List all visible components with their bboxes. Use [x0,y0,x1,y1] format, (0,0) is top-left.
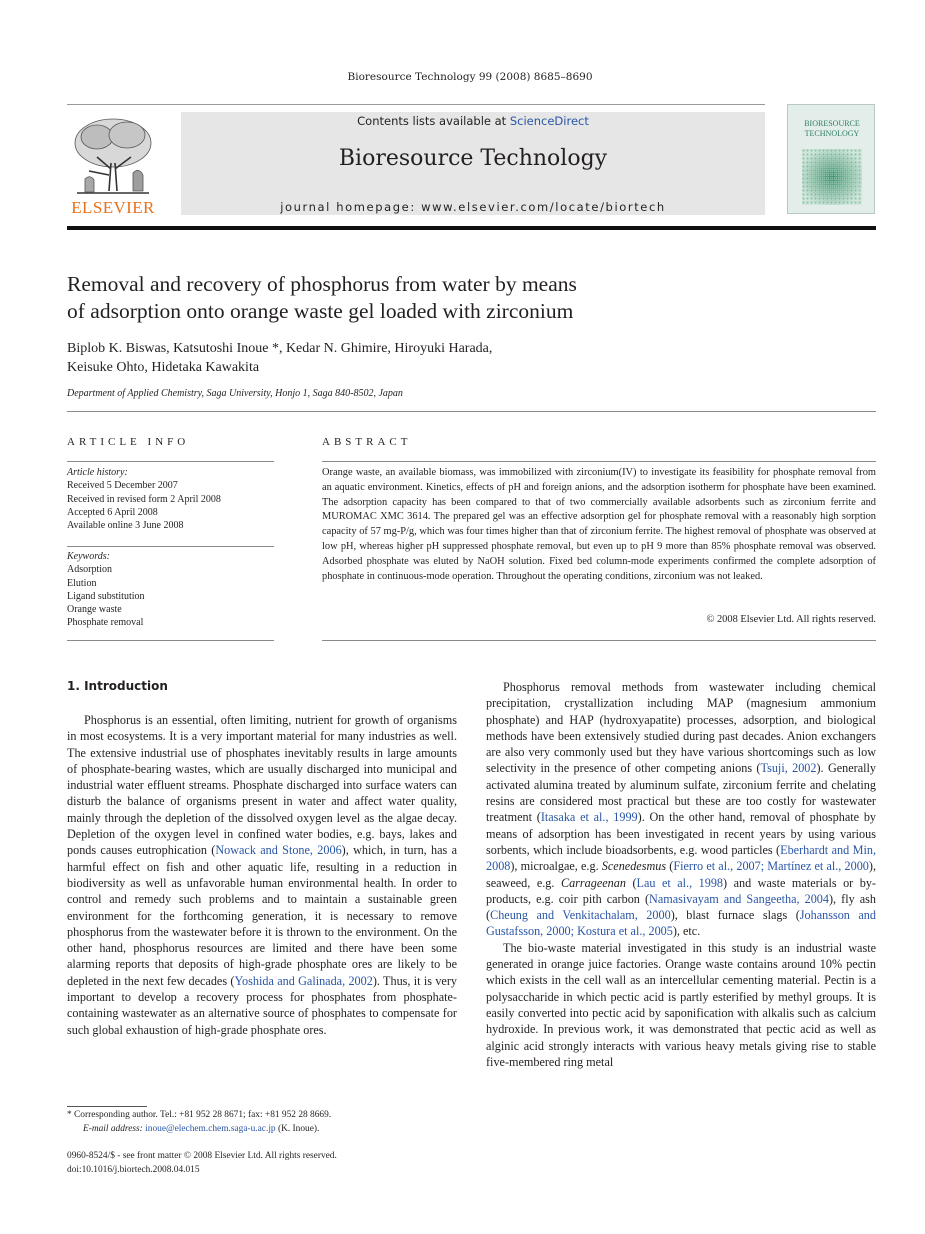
elsevier-tree-logo [67,113,159,198]
keyword: Elution [67,577,97,589]
history-online: Available online 3 June 2008 [67,520,184,532]
body-column-right [486,679,876,1070]
affiliation: Department of Applied Chemistry, Saga University, Honjo 1, Saga 840-8502, Japan [67,388,403,399]
history-accepted: Accepted 6 April 2008 [67,506,158,518]
article-info-bottom-rule [67,640,274,641]
paragraph-text: ( [666,859,674,874]
footnote-rule [67,1106,147,1107]
affiliation-divider [67,411,876,412]
header-heavy-rule [67,226,876,230]
keywords-label: Keywords: [67,551,110,562]
paragraph-text: ), blast furnace slags ( [670,908,800,923]
species-name: Scenedesmus [601,859,667,874]
journal-homepage-link[interactable]: journal homepage: www.elsevier.com/locate/biortech [280,200,666,214]
citation-link[interactable]: Fierro et al., 2007; Martínez et al., 2000 [673,859,869,874]
paragraph-text: ), microalgae, e.g. [510,859,602,874]
cover-pattern-icon [802,149,862,205]
paragraph-text: Phosphorus is an essential, often limiting, nutrient for growth of organisms in most ecosystems. It is a very important material for many industries as well. The extensive industrial use of phosphates inevitably results in large amounts of phosphate-bearing wastes, which are usually discharged into municipal and industrial water effluent streams. Phosphate discharged into surface waters can disturb the balance of organisms present in water and affect water quality, mainly through the depletion of the dissolved oxygen level as the algae decay. Depletion of the oxygen level in confined water bodies, e.g. bays, lakes and ponds causes eutrophication ( [67,713,457,858]
doi[interactable]: doi:10.1016/j.biortech.2008.04.015 [67,1164,200,1175]
cover-title: BIORESOURCE TECHNOLOGY [804,119,860,138]
contents-prefix: Contents lists available at [357,114,510,128]
body-column-left [67,712,457,1038]
intro-paragraph-1 [67,712,457,1038]
sciencedirect-link[interactable]: ScienceDirect [509,114,589,128]
citation-link[interactable]: Eberhardt and Min, 2008 [486,842,876,874]
title-line-1: Removal and recovery of phosphorus from water by means [67,272,577,296]
citation-link[interactable]: Cheung and Venkitachalam, 2000 [490,908,671,923]
article-info-divider [67,461,274,462]
contents-availability-line [181,114,765,128]
abstract-heading: ABSTRACT [322,436,412,448]
email-line [67,1123,457,1137]
paragraph-text: ), seaweed, e.g. [486,859,877,890]
footnote [67,1109,457,1136]
author-list [67,339,687,377]
citation-link[interactable]: Itasaka et al., 1999 [540,810,638,825]
history-revised: Received in revised form 2 April 2008 [67,493,221,505]
article-history [67,466,274,532]
intro-paragraph-2 [486,679,876,940]
authors-line-2: Keisuke Ohto, Hidetaka Kawakita [67,360,260,375]
history-received: Received 5 December 2007 [67,480,178,492]
section-heading-introduction: 1. Introduction [67,679,168,693]
authors-line-1: Biplob K. Biswas, Katsutoshi Inoue *, Kedar N. Ghimire, Hiroyuki Harada, [67,341,493,356]
paragraph-text: Phosphorus removal methods from wastewater including chemical precipitation, crystallization including MAP (magnesium ammonium phosphate) and HAP (hydroxyapatite) processes, adsorption, and biological methods have been extensively studied during past decades. Anion exchangers are also very commonly used but they have various shortcomings such as low selectivity in the presence of other competing anions ( [486,680,876,776]
paragraph-text: ). Thus, it is very important to develop a recovery process for phosphates from phosphate-containing wastewater as an alternative source of phosphates to compensate for such global exhaustion of high-grade phosphate ores. [67,973,457,1037]
citation-link[interactable]: Namasivayam and Sangeetha, 2004 [649,891,829,906]
paragraph-text: ), etc. [672,924,701,939]
front-matter-line: 0960-8524/$ - see front matter © 2008 Elsevier Ltd. All rights reserved. [67,1151,337,1161]
journal-citation: Bioresource Technology 99 (2008) 8685–8690 [347,71,593,83]
species-name: Carrageenan [560,875,626,890]
abstract-divider [322,461,876,462]
citation-link[interactable]: Nowack and Stone, 2006 [215,843,342,858]
email-suffix: (K. Inoue). [275,1123,320,1134]
journal-cover-thumbnail [787,104,875,214]
email-label: E-mail address: [83,1123,146,1134]
citation-link[interactable]: Johansson and Gustafsson, 2000; Kostura et al., 2005 [486,908,876,939]
front-matter [67,1150,337,1177]
paragraph-text: ) and waste materials or by-products, e.g. coir pith carbon ( [486,875,876,906]
elsevier-wordmark: ELSEVIER [71,198,155,217]
article-title [67,271,687,325]
corresponding-author-note: * Corresponding author. Tel.: +81 952 28 8671; fax: +81 952 28 8669. [67,1110,332,1120]
paragraph-text: ( [625,875,637,890]
header-top-rule [67,104,765,105]
citation-link[interactable]: Lau et al., 1998 [636,875,724,890]
paragraph-text: ). On the other hand, removal of phosphate by means of adsorption has been investigated in recent years by using various sorbents, which include bioadsorbents, e.g. wood particles ( [486,810,877,857]
abstract-bottom-rule [322,640,876,641]
paragraph-text: ), fly ash ( [486,891,876,923]
keyword: Adsorption [67,564,112,576]
keywords [67,550,274,630]
history-label: Article history: [67,467,128,478]
keyword: Orange waste [67,604,122,616]
paragraph-text: ). Generally activated alumina treated by aluminum sulfate, zirconium ferrite and chelating resins are considered most practical but these are too costly for wastewater treatment ( [486,761,876,825]
abstract-copyright: © 2008 Elsevier Ltd. All rights reserved. [706,614,876,625]
email-link[interactable]: inoue@elechem.chem.saga-u.ac.jp [145,1123,276,1134]
keyword: Ligand substitution [67,590,145,602]
paragraph-text: ), which, in turn, has a harmful effect on fish and other aquatic life, resulting in a reduction in biodiversity as well as unfavorable human environmental health. In order to control and remedy such problems and to maintain a sustainable green environment for the forthcoming generation, it is necessary to remove phosphorus from the wastewater before it is thrown to the environment. On the other hand, phosphorus resources are limited and there have been some alarming reports that deposits of high-grade phosphate ores are likely to be depleted in the next few decades ( [67,843,457,988]
intro-paragraph-3: The bio-waste material investigated in this study is an industrial waste generated in orange juice factories. Orange waste contains around 10% pectin which exists in the cell wall as an intercellular cementing material. Pectin is a polysaccharide in which pectic acid is partly esterified by methyl groups. It is easily converted into pectic acid by saponification with alkalis such as calcium hydroxide. In previous work, it was demonstrated that pectic acid as well as alginic acid strongly interacts with various heavy metals giving rise to stable five-membered ring metal [486,940,876,1069]
journal-name: Bioresource Technology [338,146,608,171]
keyword: Phosphate removal [67,617,144,629]
keywords-divider [67,546,274,547]
citation-link[interactable]: Tsuji, 2002 [760,761,817,776]
title-line-2: of adsorption onto orange waste gel loaded with zirconium [67,299,574,323]
article-info-heading: ARTICLE INFO [67,436,190,448]
abstract-text: Orange waste, an available biomass, was immobilized with zirconium(IV) to investigate its feasibility for phosphate removal from an aquatic environment. Kinetics, effects of pH and foreign anions, and the adsorption isotherm for phosphate have been examined. The adsorption capacity has been compared to that of two commercially available adsorbents such as zirconium ferrite and MUROMAC XMC 3614. The prepared gel was an effective adsorption gel for phosphate removal with a reasonably high sorption capacity of 57 mg-P/g, which was four times higher than that of zirconium ferrite. The highest removal of phosphate was observed at low pH, whereas higher pH suppressed phosphate removal, but even up to pH 9 more than 85% phosphate removal was observed. Adsorbed phosphate was eluted by NaOH solution. Fixed bed column-mode experiments confirmed the complete adsorption of phosphate in continuous-mode operation. Throughout the operating conditions, zirconium was not leaked. [322,467,876,582]
citation-link[interactable]: Yoshida and Galinada, 2002 [234,973,373,988]
